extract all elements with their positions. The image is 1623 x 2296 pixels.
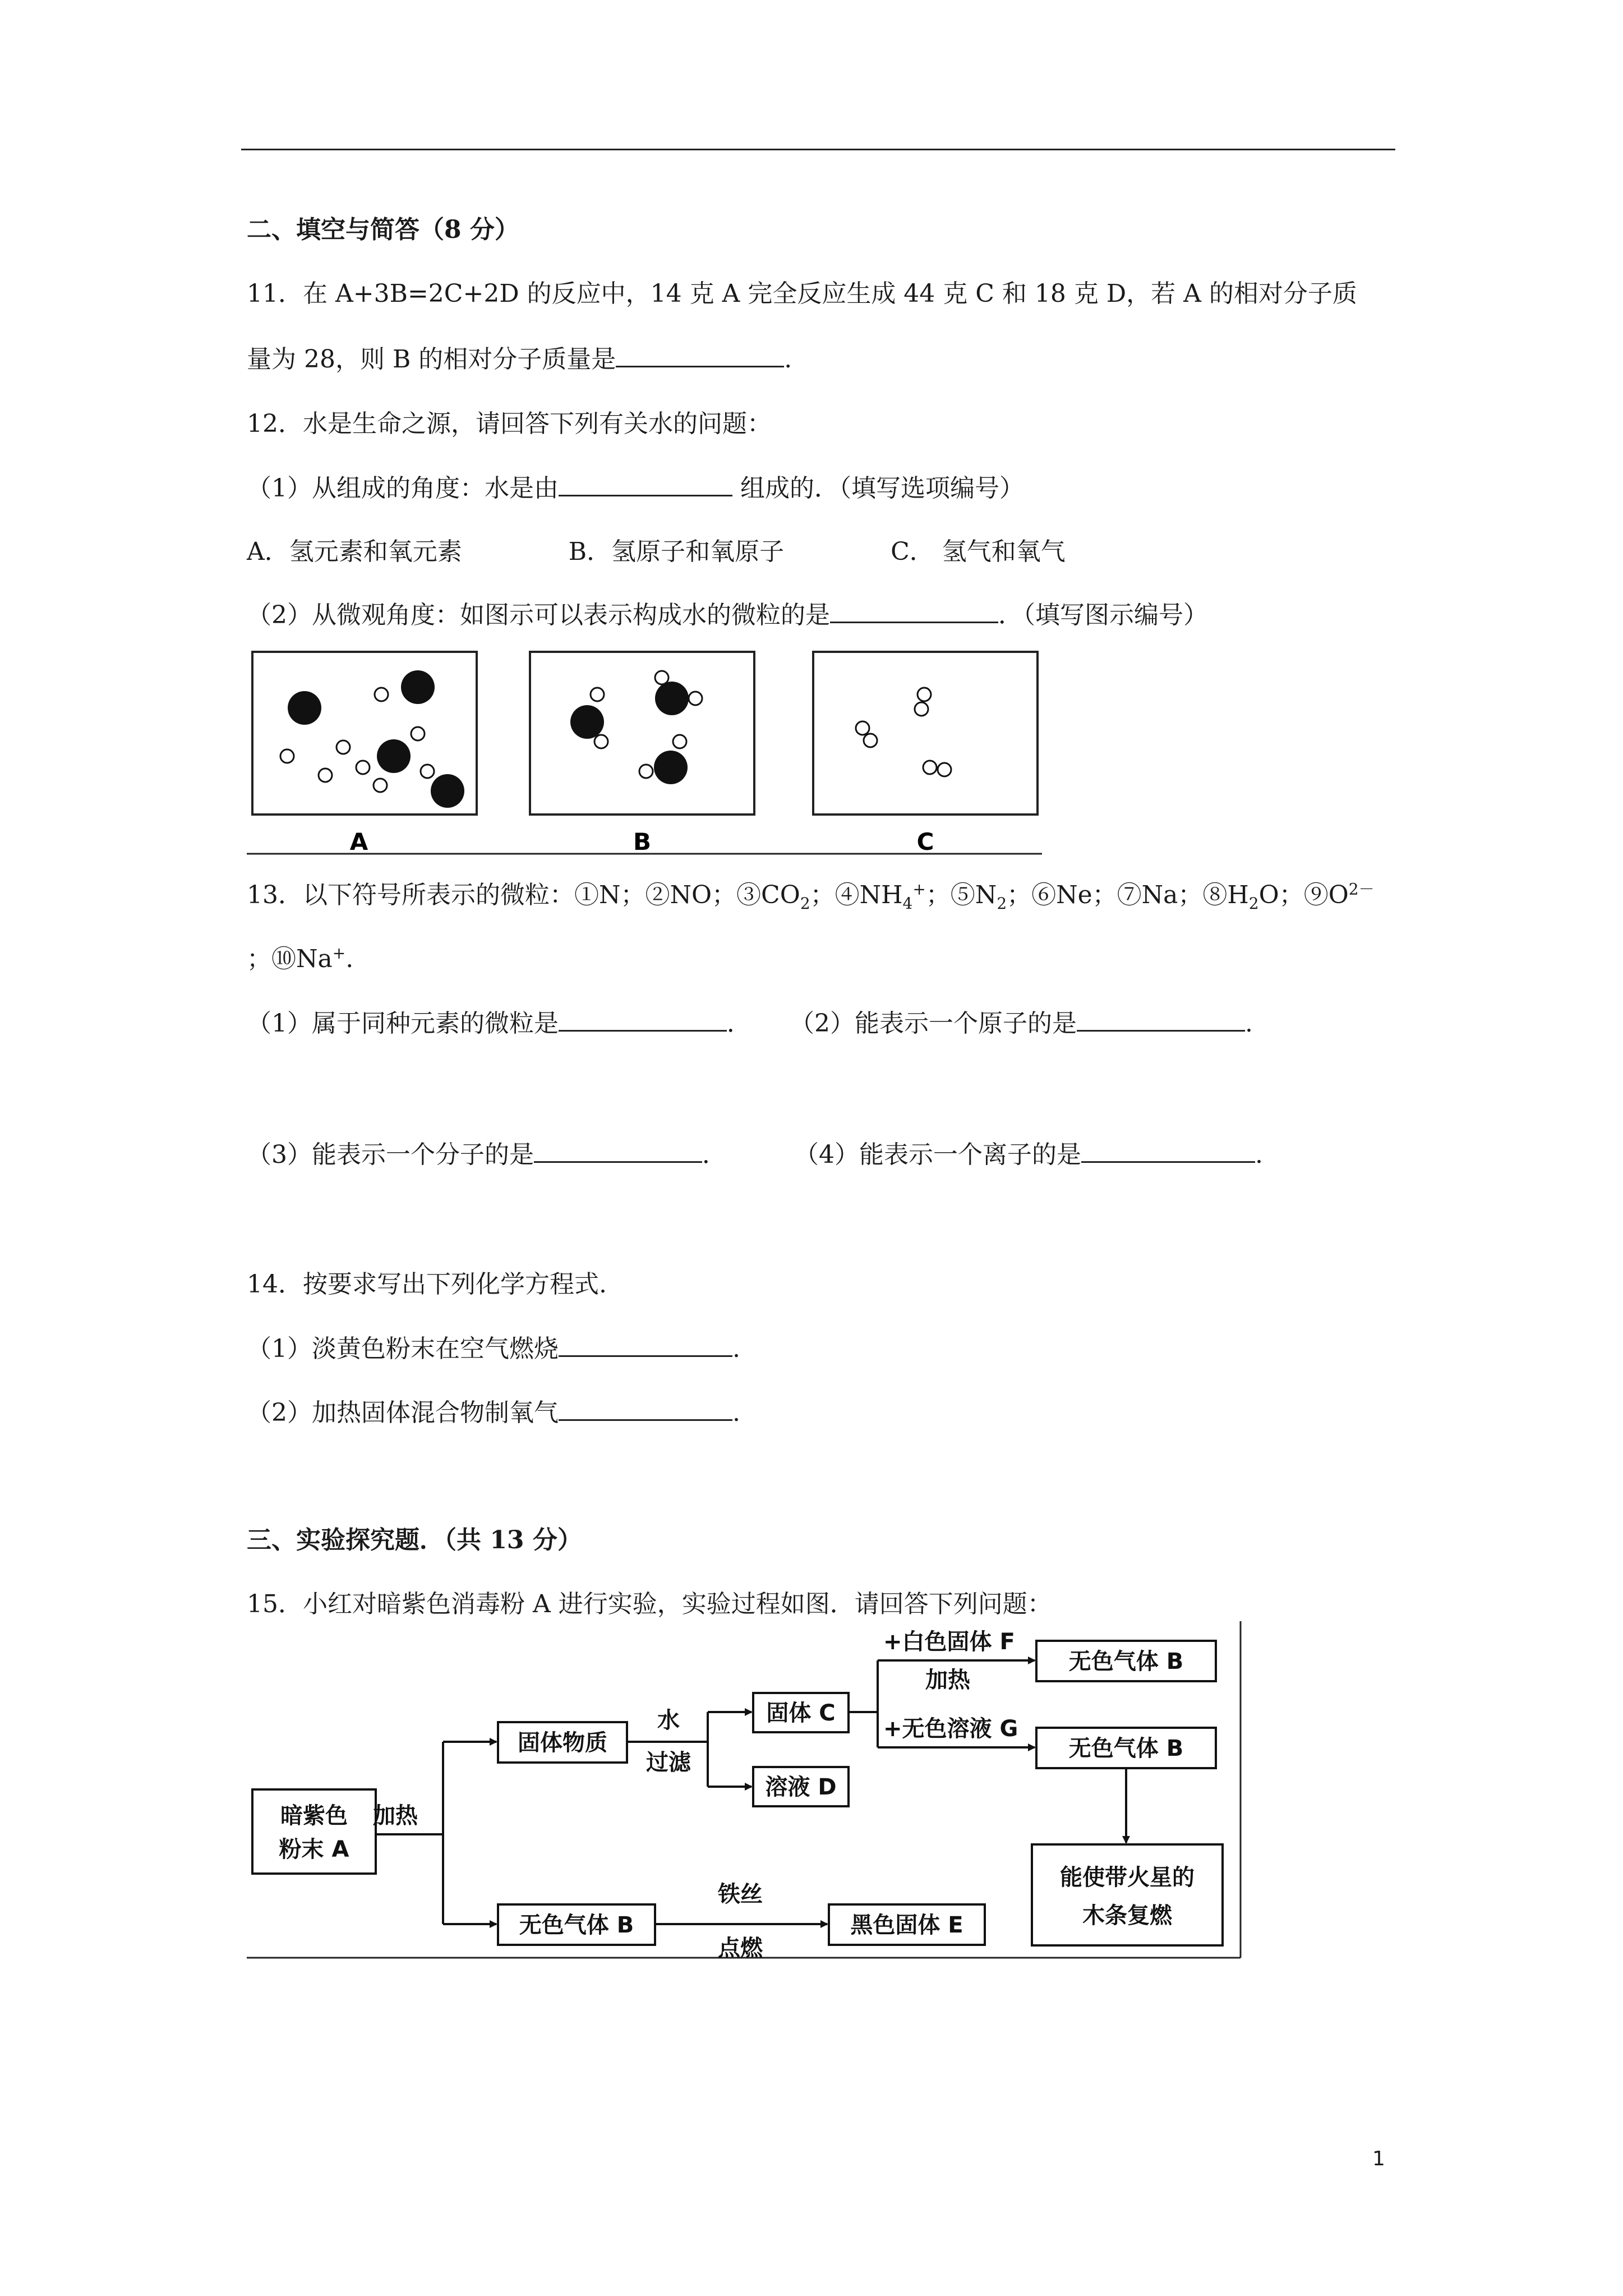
q13-stem xyxy=(247,880,1375,911)
experiment-flowchart xyxy=(247,1621,1245,1963)
q14-part1-blank[interactable] xyxy=(559,1333,732,1357)
gas-b-bottom-label: 无色气体 B xyxy=(519,1912,634,1938)
box-relight-splint xyxy=(1032,1844,1223,1945)
q13-part1-text: （1）属于同种元素的微粒是 xyxy=(247,1009,559,1038)
q13-text-e: O；⑨O xyxy=(1258,881,1349,909)
q14-stem: 14．按要求写出下列化学方程式. xyxy=(247,1270,607,1299)
q13-text-b: ；④NH xyxy=(810,881,903,909)
q14-part2-text: （2）加热固体混合物制氧气 xyxy=(247,1398,559,1427)
q12-part2-suffix: ．（填写图示编号） xyxy=(998,601,1208,629)
section2-heading: 二、填空与简答（8 分） xyxy=(247,215,519,244)
iron-wire-label: 铁丝 xyxy=(718,1881,763,1907)
q13-parts-1-2 xyxy=(247,1007,1253,1039)
q11-period: . xyxy=(784,345,792,374)
q12-part1-suffix: 组成的．（填写选项编号） xyxy=(732,474,1024,503)
q11-line1: 11．在 A+3B=2C+2D 的反应中，14 克 A 完全反应生成 44 克 C 和 18 克 D，若 A 的相对分子质 xyxy=(247,279,1357,308)
q13-part3-text: （3）能表示一个分子的是 xyxy=(247,1140,534,1169)
q13-na-sup: + xyxy=(332,944,346,963)
q12-options xyxy=(247,536,1066,568)
q13-text-c: ；⑤N xyxy=(925,881,997,909)
q12-option-c: C． 氢气和氧气 xyxy=(891,537,1066,566)
figure-label-a: A xyxy=(349,828,368,855)
q14-part2-suffix: . xyxy=(732,1398,740,1427)
figure-label-c: C xyxy=(916,828,934,855)
q12-part1-text: （1）从组成的角度：水是由 xyxy=(247,474,559,503)
q14-part2-blank[interactable] xyxy=(559,1397,732,1421)
q13-part4-suffix: . xyxy=(1255,1140,1263,1169)
q13-part3-suffix: ． xyxy=(702,1140,727,1169)
q13-part4-blank[interactable] xyxy=(1081,1139,1255,1163)
q13-text-a: 13．以下符号所表示的微粒：①N；②NO；③CO xyxy=(247,881,800,909)
gas-b-top-label: 无色气体 B xyxy=(1068,1649,1184,1674)
figure-label-b: B xyxy=(633,828,652,855)
q13-o-sup: 2－ xyxy=(1348,880,1375,899)
q11-line2 xyxy=(247,343,792,375)
section3-heading: 三、实验探究题．（共 13 分） xyxy=(247,1526,582,1554)
q13-part2-text: （2）能表示一个原子的是 xyxy=(790,1009,1077,1038)
q12-part1-blank[interactable] xyxy=(559,472,732,496)
filter-label: 过滤 xyxy=(646,1750,691,1775)
q13-part1-blank[interactable] xyxy=(559,1007,727,1032)
figure-box-a xyxy=(252,652,477,855)
q12-part2-text: （2）从微观角度：如图示可以表示构成水的微粒的是 xyxy=(247,601,830,629)
black-solid-e-label: 黑色固体 E xyxy=(850,1912,963,1938)
page-number: 1 xyxy=(1372,2147,1385,2170)
header-rule xyxy=(241,149,1395,150)
q13-nh4-sub: 4 xyxy=(902,894,913,913)
gas-b-middle-label: 无色气体 B xyxy=(1068,1736,1184,1761)
q13-part2-suffix: . xyxy=(1245,1009,1253,1038)
q14-part2 xyxy=(247,1397,740,1429)
q12-stem: 12．水是生命之源，请回答下列有关水的问题： xyxy=(247,409,772,438)
q11-text: 量为 28，则 B 的相对分子质量是 xyxy=(247,345,616,374)
water-particle-figure xyxy=(247,645,1043,858)
q14-part1 xyxy=(247,1333,740,1365)
q12-part1 xyxy=(247,472,1024,504)
solution-d-label: 溶液 D xyxy=(765,1774,837,1800)
q13-text-g: . xyxy=(345,945,354,973)
q13-part1-suffix: ． xyxy=(727,1009,751,1038)
heat-label: 加热 xyxy=(373,1803,418,1829)
add-f-label: +白色固体 F xyxy=(883,1629,1015,1655)
heat2-label: 加热 xyxy=(925,1667,970,1693)
q13-part3-blank[interactable] xyxy=(534,1139,702,1163)
ignite-label: 点燃 xyxy=(718,1935,763,1961)
q13-n2-sub: 2 xyxy=(997,894,1007,913)
relight-line1: 能使带火星的 xyxy=(1060,1865,1195,1890)
relight-line2: 木条复燃 xyxy=(1082,1903,1172,1929)
q13-text-d: ；⑥Ne；⑦Na；⑧H xyxy=(1007,881,1249,909)
q13-parts-3-4 xyxy=(247,1139,1263,1171)
q12-option-a: A．氢元素和氧元素 xyxy=(247,537,462,566)
q12-option-b: B．氢原子和氧原子 xyxy=(568,537,785,566)
q12-part2 xyxy=(247,599,1208,631)
q13-part4-text: （4）能表示一个离子的是 xyxy=(794,1140,1081,1169)
figure-box-b xyxy=(530,652,754,855)
q13-co2-sub: 2 xyxy=(800,894,810,913)
q13-text-f: ；⑩Na xyxy=(247,945,333,973)
powder-a-line2: 粉末 A xyxy=(279,1837,349,1862)
solid-substance-label: 固体物质 xyxy=(518,1730,607,1756)
q14-part1-suffix: . xyxy=(732,1335,740,1363)
q13-part2-blank[interactable] xyxy=(1077,1007,1245,1032)
q11-answer-blank[interactable] xyxy=(616,343,784,367)
q15-stem: 15．小红对暗紫色消毒粉 A 进行实验，实验过程如图．请回答下列问题： xyxy=(247,1590,1052,1618)
figure-box-c xyxy=(813,652,1038,855)
q14-part1-text: （1）淡黄色粉末在空气燃烧 xyxy=(247,1335,559,1363)
q13-nh4-sup: + xyxy=(912,880,926,899)
q12-part2-blank[interactable] xyxy=(830,599,998,623)
water-label: 水 xyxy=(657,1708,680,1733)
q13-stem-line2 xyxy=(247,944,353,975)
solid-c-label: 固体 C xyxy=(766,1700,836,1726)
powder-a-line1: 暗紫色 xyxy=(280,1803,348,1829)
add-g-label: +无色溶液 G xyxy=(883,1716,1018,1742)
q13-h2o-sub: 2 xyxy=(1248,894,1259,913)
